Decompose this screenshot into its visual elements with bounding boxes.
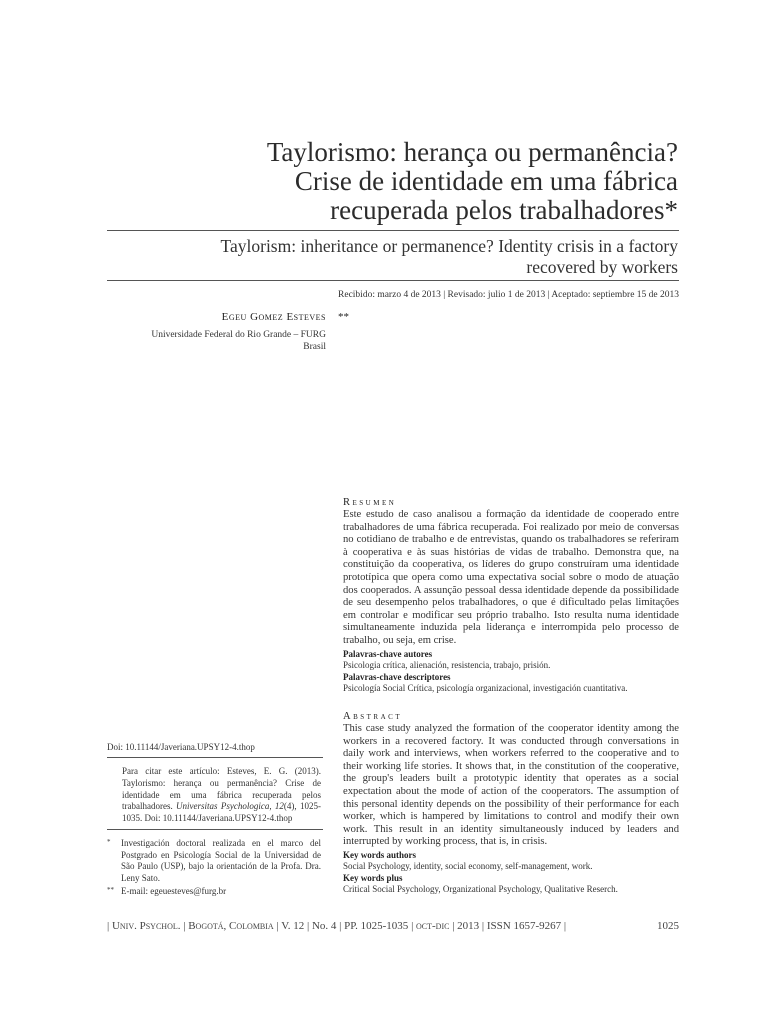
footer-pages: PP. 1025-1035 <box>344 920 409 932</box>
footnote-1-text: Investigación doctoral realizada en el marco del Postgrado en Psicología Social de la Universidad de São Paulo (USP), bajo la orientación de la Profa. Dra. Leny Sato. <box>121 838 321 883</box>
subtitle-divider <box>107 280 679 281</box>
footer-city: Bogotá, Colombia <box>188 920 274 932</box>
submission-dates: Recibido: marzo 4 de 2013 | Revisado: julio 1 de 2013 | Aceptado: septiembre 15 de 2013 <box>338 290 679 300</box>
author-name: Egeu Gomez Esteves <box>221 311 326 323</box>
keywords-authors-label: Palavras-chave autores <box>343 648 433 659</box>
footnote-1 <box>107 838 321 884</box>
resumen-body: Este estudo de caso analisou a formação da identidade de cooperado entre trabalhadores de uma fábrica recuperada. Foi realizado por meio de conversas no cotidiano de trabalho e de entrevistas, quando os trabalhadores se referiram à cooperativa e às suas histórias de vidas de trabalho. Demonstra que, na constituição da cooperativa, os líderes do grupo construíram uma identidade prototípica que opera como uma expectativa social sobre o modo de atuação dos cooperados. A assunção pessoal dessa identidade depende da possibilidade de seu desempenho pelos trabalhadores, o que é dificultado pelas limitações em controlar e modificar seu próprio trabalho. Isto resulta numa identidade simultaneamente induzida pela liderança e interrompida pelo processo de trabalho, ou seja, em crise. <box>343 509 679 646</box>
resumen-heading: Resumen <box>343 497 397 508</box>
affiliation-country: Brasil <box>303 342 326 352</box>
footer-journal: Univ. Psychol. <box>111 920 181 932</box>
doi-link[interactable]: Doi: 10.11144/Javeriana.UPSY12-4.thop <box>107 742 255 752</box>
footer-year: 2013 <box>457 920 480 932</box>
key-words-plus: Critical Social Psychology, Organizational Psychology, Qualitative Reserch. <box>343 883 618 894</box>
footnote-1-mark: * <box>107 838 111 846</box>
keywords-descriptors: Psicología Social Crítica, psicología organizacional, investigación cuantitativa. <box>343 682 628 693</box>
resumen-section <box>343 497 679 694</box>
author-footnote-mark: ** <box>338 311 349 323</box>
abstract-heading: Abstract <box>343 711 403 722</box>
author-affiliation <box>110 329 326 353</box>
title-line-2: Crise de identidade em uma fábrica <box>294 166 678 196</box>
citation-box <box>122 766 321 825</box>
title-line-1: Taylorismo: herança ou permanência? <box>266 137 678 167</box>
page-number: 1025 <box>657 920 679 932</box>
citation-prefix: Para citar este artículo: Esteves, E. G. (2013). Taylorismo: herança ou permanência? Crise de identidade em uma fábrica recuperada pelos trabalhadores. <box>122 766 321 812</box>
citation-rest: (4), 1025-1035. Doi: 10.11144/Javeriana.UPSY12-4.thop <box>122 801 321 824</box>
page-footer: | Univ. Psychol. | Bogotá, Colombia | V. 12 | No. 4 | PP. 1025-1035 | oct-dic | 2013 | ISSN 1657-9267 | 1025 <box>107 920 679 932</box>
keywords-descriptors-label: Palavras-chave descriptores <box>343 671 451 682</box>
title-divider <box>107 230 679 231</box>
citation-journal: Universitas Psychologica, 12 <box>176 801 284 812</box>
english-title-line-1: Taylorism: inheritance or permanence? Identity crisis in a factory <box>220 236 678 256</box>
abstract-body: This case study analyzed the formation of the cooperator identity among the workers in a recovered factory. It was conducted through conversations in daily work and interviews, when workers referred to the cooperative and to their working life stories. It shows that, in the constitution of the cooperative, the group's leaders built a prototypic identity that operates as a social expectation about the mode of action of the cooperators. The assumption of this personal identity depends on the possibility of their performance for each worker, which is hampered by limitations to control and modify their own work. This result in an identity simultaneously induced by leaders and interrupted by working process, that is, in crisis. <box>343 723 679 848</box>
footnotes-divider <box>107 829 323 830</box>
english-title <box>150 236 678 278</box>
footer-period: oct-dic <box>416 920 450 932</box>
citation-divider <box>107 757 323 758</box>
affiliation-institution: Universidade Federal do Rio Grande – FURG <box>151 330 326 340</box>
footnote-2-mark: ** <box>107 886 114 894</box>
english-title-line-2: recovered by workers <box>526 257 678 277</box>
footnote-2 <box>107 886 321 898</box>
article-title <box>150 138 678 225</box>
footer-number: No. 4 <box>311 920 337 932</box>
footer-volume: V. 12 <box>281 920 305 932</box>
key-words-authors: Social Psychology, identity, social economy, self-management, work. <box>343 860 593 871</box>
title-line-3: recuperada pelos trabalhadores* <box>330 195 678 225</box>
footer-issn: ISSN 1657-9267 <box>486 920 562 932</box>
keywords-authors: Psicologia crítica, alienación, resistencia, trabajo, prisión. <box>343 659 551 670</box>
footnote-2-email[interactable]: E-mail: egeuesteves@furg.br <box>121 886 227 896</box>
key-words-authors-label: Key words authors <box>343 849 417 860</box>
key-words-plus-label: Key words plus <box>343 872 403 883</box>
abstract-section <box>343 711 679 895</box>
